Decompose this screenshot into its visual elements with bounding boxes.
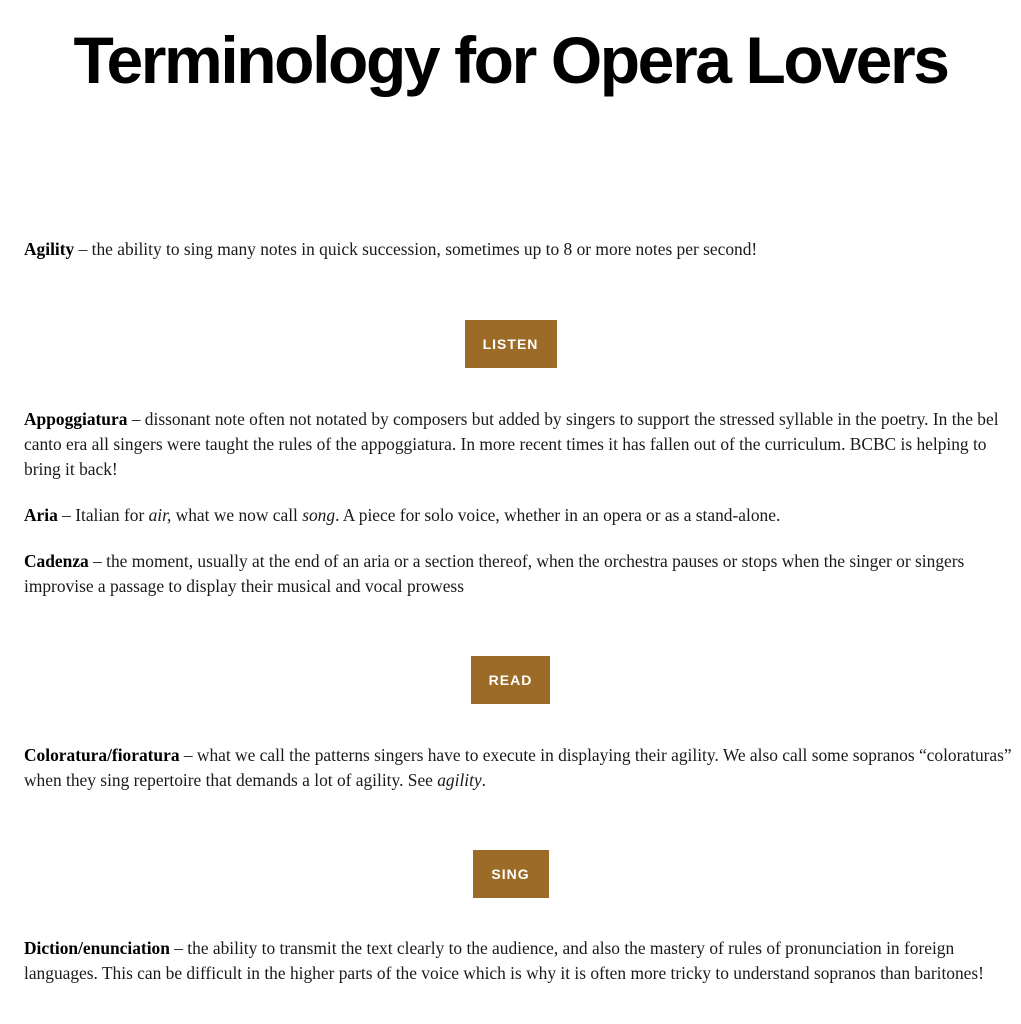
definition-aria-italic1: air,	[148, 505, 172, 525]
sing-button[interactable]: SING	[473, 850, 549, 898]
term-agility: Agility	[24, 239, 75, 259]
definition-aria-italic2: song	[302, 505, 336, 525]
term-aria: Aria	[24, 505, 58, 525]
definition-aria-part3: . A piece for solo voice, whether in an opera or as a stand-alone.	[335, 505, 781, 525]
entry-aria	[24, 503, 1014, 528]
definition-appoggiatura: – dissonant note often not notated by composers but added by singers to support the stressed syllable in the poetry. In the bel canto era all singers were taught the rules of the appoggiatura. In more recent times it has fallen out of the curriculum. BCBC is helping to bring it back!	[24, 409, 999, 479]
term-appoggiatura: Appoggiatura	[24, 409, 128, 429]
term-diction: Diction/enunciation	[24, 938, 170, 958]
definition-coloratura-italic1: agility	[437, 770, 482, 790]
sing-button-wrap	[0, 850, 1021, 898]
entry-diction	[24, 936, 1014, 986]
read-button[interactable]: READ	[471, 656, 550, 704]
entry-appoggiatura	[24, 407, 1014, 482]
definition-agility: – the ability to sing many notes in quick succession, sometimes up to 8 or more notes per second!	[74, 239, 758, 259]
entry-cadenza	[24, 549, 1014, 599]
definition-coloratura-part2: .	[481, 770, 487, 790]
definition-coloratura-part1: – what we call the patterns singers have to execute in displaying their agility. We also call some sopranos “coloraturas” when they sing repertoire that demands a lot of agility. See	[24, 745, 1012, 790]
term-coloratura: Coloratura/fioratura	[24, 745, 180, 765]
page-title: Terminology for Opera Lovers	[73, 23, 948, 97]
term-cadenza: Cadenza	[24, 551, 89, 571]
entry-agility	[24, 237, 1014, 262]
listen-button-wrap	[0, 320, 1021, 368]
definition-aria-part2: what we now call	[171, 505, 303, 525]
entry-coloratura	[24, 743, 1014, 793]
definition-aria-part1: – Italian for	[57, 505, 149, 525]
definition-diction: – the ability to transmit the text clearly to the audience, and also the mastery of rules of pronunciation in foreign languages. This can be difficult in the higher parts of the voice which is why it is often more tricky to understand sopranos than baritones!	[24, 938, 984, 983]
definition-cadenza: – the moment, usually at the end of an aria or a section thereof, when the orchestra pauses or stops when the singer or singers improvise a passage to display their musical and vocal prowess	[24, 551, 965, 596]
read-button-wrap	[0, 656, 1021, 704]
listen-button[interactable]: LISTEN	[465, 320, 557, 368]
